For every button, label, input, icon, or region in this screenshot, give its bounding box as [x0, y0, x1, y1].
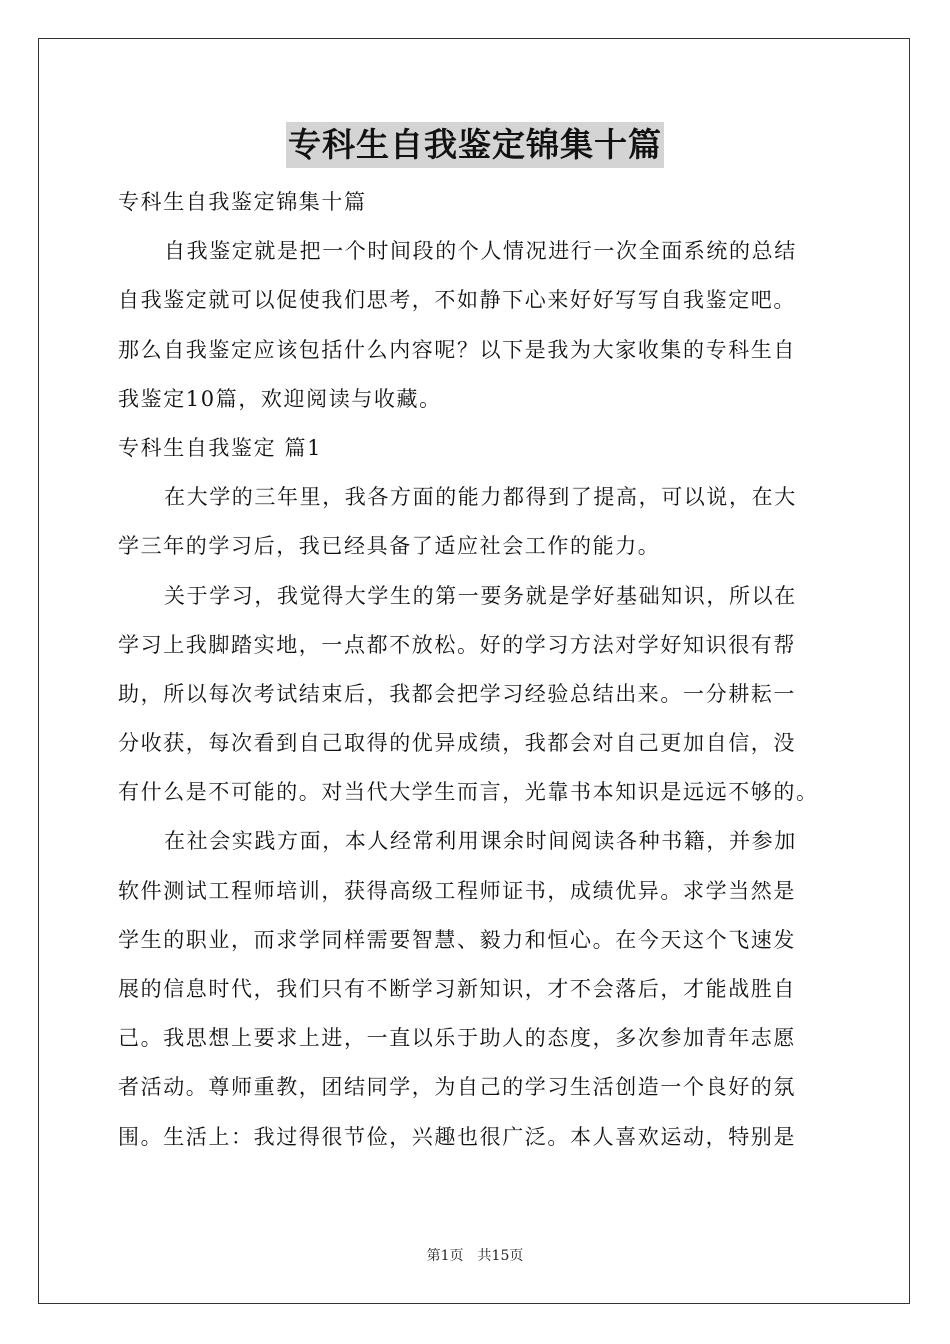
document-title: 专科生自我鉴定锦集十篇	[286, 122, 664, 168]
title-container	[0, 122, 950, 168]
text-line: 自我鉴定就可以促使我们思考，不如静下心来好好写写自我鉴定吧。	[118, 288, 796, 313]
text-line: 助，所以每次考试结束后，我都会把学习经验总结出来。一分耕耘一	[118, 681, 796, 706]
text-line: 学三年的学习后，我已经具备了适应社会工作的能力。	[118, 534, 661, 559]
document-body	[118, 178, 838, 1162]
page-footer: 第1页 共15页	[426, 1248, 524, 1264]
text-line: 关于学习，我觉得大学生的第一要务就是学好基础知识，所以在	[164, 583, 797, 608]
text-line: 我鉴定10篇，欢迎阅读与收藏。	[118, 386, 442, 411]
text-line: 有什么是不可能的。对当代大学生而言，光靠书本知识是远远不够的。	[118, 780, 819, 805]
section-heading: 专科生自我鉴定 篇1	[118, 435, 323, 460]
text-line: 在社会实践方面，本人经常利用课余时间阅读各种书籍，并参加	[164, 829, 797, 854]
text-line: 展的信息时代，我们只有不断学习新知识，才不会落后，才能战胜自	[118, 977, 796, 1001]
subtitle-line: 专科生自我鉴定锦集十篇	[118, 190, 367, 214]
text-line: 软件测试工程师培训，获得高级工程师证书，成绩优异。求学当然是	[118, 878, 796, 903]
text-line: 者活动。尊师重教，团结同学，为自己的学习生活创造一个良好的氛	[118, 1075, 796, 1100]
text-line: 学生的职业，而求学同样需要智慧、毅力和恒心。在今天这个飞速发	[118, 927, 796, 952]
text-line: 分收获，每次看到自己取得的优异成绩，我都会对自己更加自信，没	[118, 731, 796, 756]
text-line: 那么自我鉴定应该包括什么内容呢？以下是我为大家收集的专科生自	[118, 337, 796, 362]
text-line: 围。生活上：我过得很节俭，兴趣也很广泛。本人喜欢运动，特别是	[118, 1124, 796, 1149]
text-line: 己。我思想上要求上进，一直以乐于助人的态度，多次参加青年志愿	[118, 1026, 796, 1051]
text-line: 学习上我脚踏实地，一点都不放松。好的学习方法对学好知识很有帮	[118, 632, 796, 657]
text-line: 自我鉴定就是把一个时间段的个人情况进行一次全面系统的总结	[164, 239, 797, 264]
text-line: 在大学的三年里，我各方面的能力都得到了提高，可以说，在大	[164, 485, 797, 510]
